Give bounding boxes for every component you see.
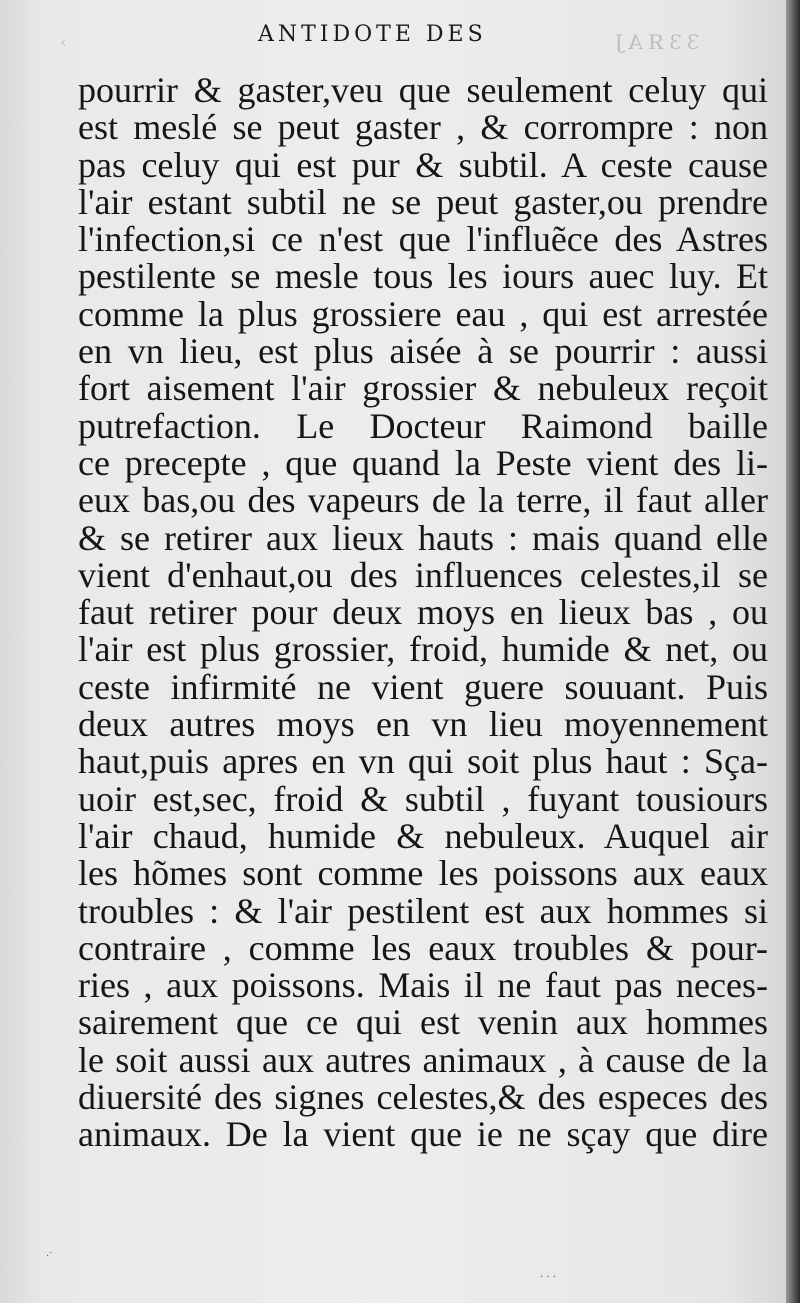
text-line: pourrir & gaster,veu que seulement celuy qui [78,70,768,110]
text-line: pas celuy qui est pur & subtil. A ceste cause [78,144,768,185]
show-through-mark: ‹ [60,32,68,53]
text-line: faut retirer pour deux moys en lieux bas , ou [78,592,768,633]
text-line: l'infection,si ce n'est que l'influẽce des Astres [78,219,768,260]
book-gutter-shadow [786,0,800,1303]
text-line: comme la plus grossiere eau , qui est arrestée [78,293,768,334]
text-line: animaux. De la vient que ie ne sçay que dire [78,1114,768,1155]
text-line: eux bas,ou des vapeurs de la terre, il faut aller [78,480,768,521]
text-line: & se retirer aux lieux hauts : mais quand elle [78,517,768,558]
text-line: contraire , comme les eaux troubles & pour- [78,927,768,968]
text-line: en vn lieu, est plus aisée à se pourrir : aussi [78,331,768,372]
text-line: uoir est,sec, froid & subtil , fuyant tousiours [78,778,768,819]
text-line: pestilente se mesle tous les iours auec luy. Et [78,256,768,297]
show-through-mark: ЗЗЯАЈ [610,30,700,54]
text-line: l'air est plus grossier, froid, humide & net, ou [78,629,768,670]
paper-speck: .· [46,1248,53,1259]
text-line: ries , aux poissons. Mais il ne faut pas neces- [78,965,768,1006]
text-line: sairement que ce qui est venin aux hommes [78,1002,768,1043]
text-line: haut,puis apres en vn qui soit plus haut : Sça- [78,741,768,782]
text-line: l'air chaud, humide & nebuleux. Auquel air [78,815,768,856]
text-line: fort aisement l'air grossier & nebuleux reçoit [78,368,768,409]
text-line: l'air estant subtil ne se peut gaster,ou prendre [78,181,768,222]
text-line: est meslé se peut gaster , & corrompre : non [78,107,768,148]
running-head: ANTIDOTE DES [258,22,487,47]
text-line: le soit aussi aux autres animaux , à cause de la [78,1039,768,1080]
text-line: ce precepte , que quand la Peste vient des li- [78,442,768,483]
text-line: deux autres moys en vn lieu moyennement [78,704,768,745]
text-line: les hõmes sont comme les poissons aux eaux [78,853,768,894]
text-line: troubles : & l'air pestilent est aux hommes si [78,890,768,931]
page-body [78,72,768,1154]
text-line: diuersité des signes celestes,& des especes des [78,1077,768,1118]
text-line: ceste infirmité ne vient guere souuant. Puis [78,666,768,707]
paper-speck: · · · [540,1272,556,1283]
text-line: vient d'enhaut,ou des influences celestes,il se [78,554,768,595]
text-line: putrefaction. Le Docteur Raimond baille [78,405,768,446]
